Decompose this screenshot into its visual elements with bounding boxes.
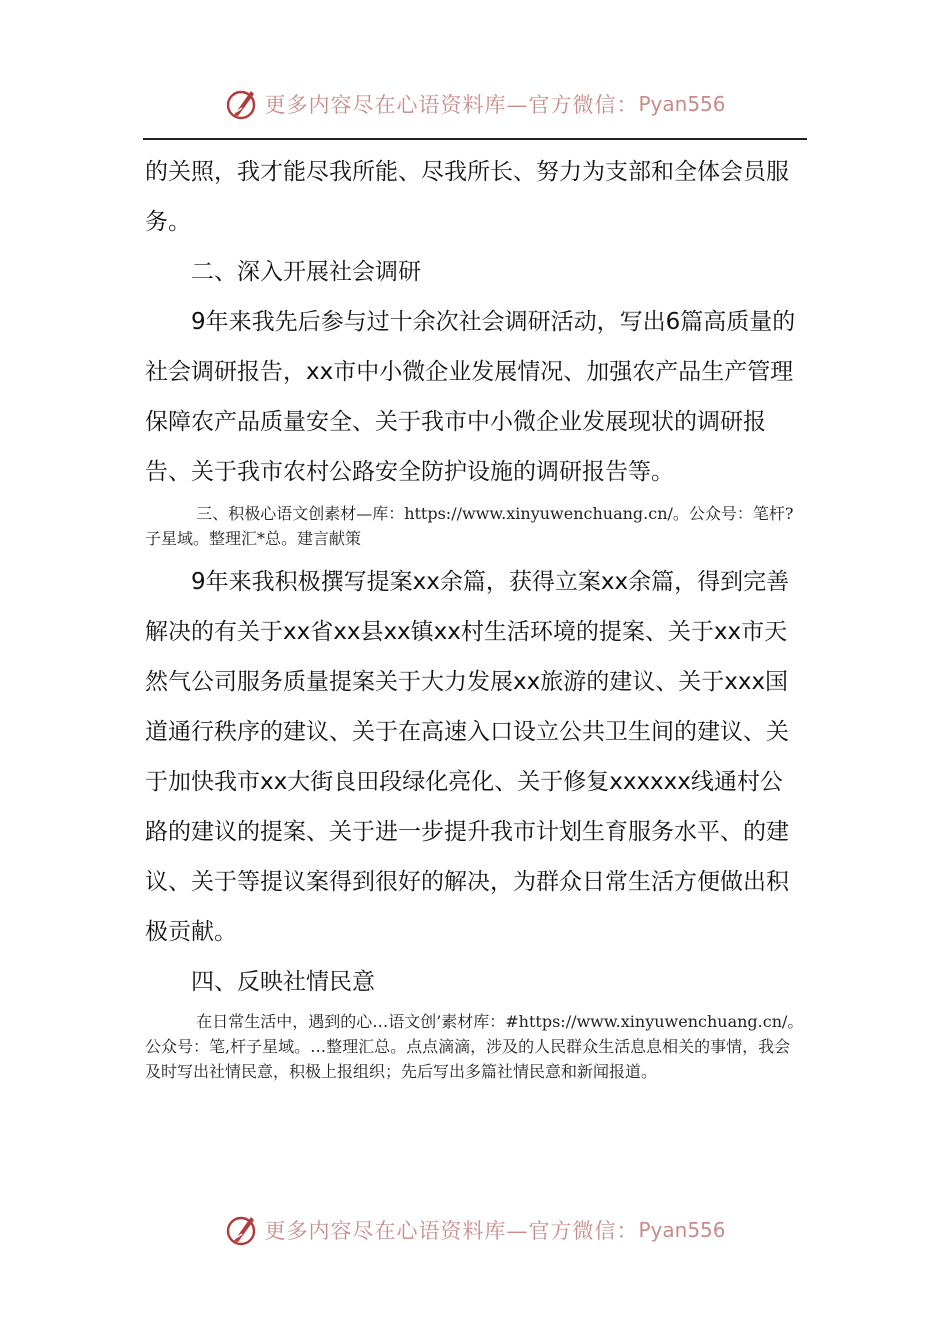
quill-pen-icon: [224, 86, 260, 122]
banner-wechat-id: Pyan556: [638, 1218, 726, 1242]
header-divider: [143, 138, 807, 140]
quill-pen-icon: [224, 1212, 260, 1248]
banner-wechat-id: Pyan556: [638, 92, 726, 116]
paragraph-proposals: 9年来我积极撰写提案xx余篇，获得立案xx余篇，得到完善解决的有关于xx省xx县xx镇xx村生活环境的提案、关于xx市天然气公司服务质量提案关于大力发展xx旅游的建议、关于xxx国道通行秩序的建议、关于在高速入口设立公共卫生间的建议、关于加快我市xx大街良田段绿化亮化、关于修复xxxxxx线通村公路的建议的提案、关于进一步提升我市计划生育服务水平、的建议、关于等提议案得到很好的解决，为群众日常生活方便做出积极贡献。: [145, 569, 790, 945]
paragraph-continuation: 的关照，我才能尽我所能、尽我所长、努力为支部和全体会员服务。: [145, 159, 789, 235]
watermark-paragraph-4: 在日常生活中，遇到的心…语文创’素材库：#https://www.xinyuwenchuang.cn/。公众号：笔,杆子星域。…整理汇总。点点滴滴，涉及的人民群众生活息息相关的事情，我会及时写出社情民意，积极上报组织；先后写出多篇社情民意和新闻报道。: [145, 1012, 804, 1081]
document-body: [145, 147, 805, 1084]
header-banner: [0, 82, 950, 126]
banner-text: 更多内容尽在心语资料库—官方微信：: [264, 93, 639, 117]
paragraph-research: 9年来我先后参与过十余次社会调研活动，写出6篇高质量的社会调研报告，xx市中小微企业发展情况、加强农产品生产管理保障农产品质量安全、关于我市中小微企业发展现状的调研报告、关于我市农村公路安全防护设施的调研报告等。: [145, 309, 796, 485]
banner-text: 更多内容尽在心语资料库—官方微信：: [264, 1219, 639, 1243]
watermark-paragraph-3: 三、积极心语文创素材—库：https://www.xinyuwenchuang.cn/。公众号：笔杆?子星域。整理汇*总。建言献策: [145, 504, 794, 548]
section-heading-2: 二、深入开展社会调研: [191, 259, 421, 285]
footer-banner: [0, 1208, 950, 1252]
section-heading-4: 四、反映社情民意: [191, 969, 375, 995]
